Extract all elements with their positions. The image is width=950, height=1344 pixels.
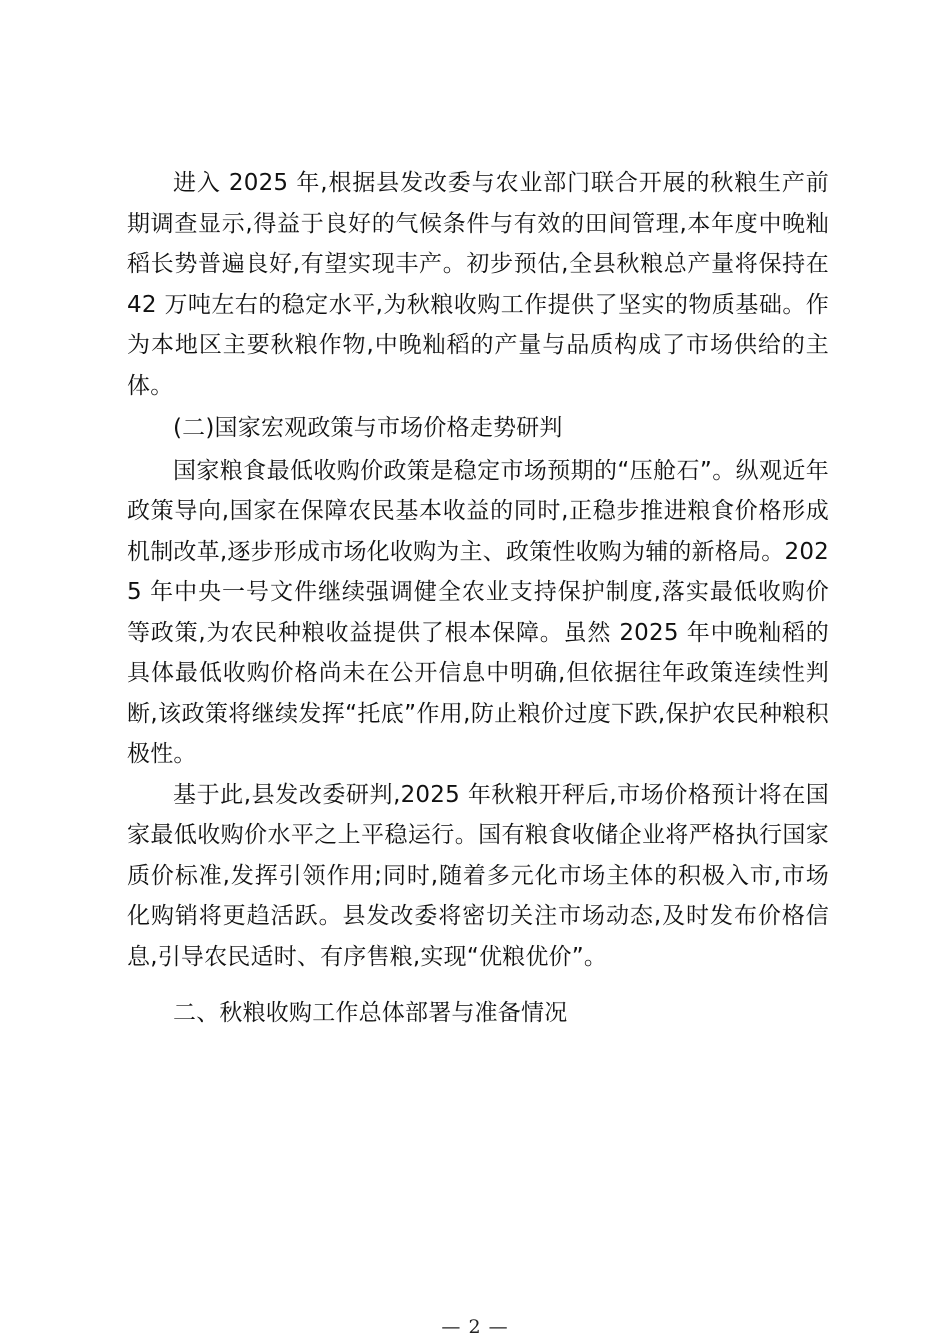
section-heading-deployment: 二、秋粮收购工作总体部署与准备情况 xyxy=(173,1000,568,1026)
paragraph-harvest-forecast: 进入 2025 年,根据县发改委与农业部门联合开展的秋粮生产前期调查显示,得益于良好的气候条件与有效的田间管理,本年度中晚籼稻长势普遍良好,有望实现丰产。初步预估,全县秋粮总产量将保持在 42 万吨左右的稳定水平,为秋粮收购工作提供了坚实的物质基础。作为本地区主要秋粮作物,中晚籼稻的产量与品质构成了市场供给的主体。 xyxy=(127,170,829,399)
subheading-policy-price-outlook: (二)国家宏观政策与市场价格走势研判 xyxy=(173,415,563,441)
paragraph-market-judgement: 基于此,县发改委研判,2025 年秋粮开秤后,市场价格预计将在国家最低收购价水平之上平稳运行。国有粮食收储企业将严格执行国家质价标准,发挥引领作用;同时,随着多元化市场主体的积极入市,市场化购销将更趋活跃。县发改委将密切关注市场动态,及时发布价格信息,引导农民适时、有序售粮,实现“优粮优价”。 xyxy=(127,781,829,970)
document-body xyxy=(127,163,829,1034)
page-number: — 2 — xyxy=(441,1316,509,1338)
paragraph-minimum-price-policy: 国家粮食最低收购价政策是稳定市场预期的“压舱石”。纵观近年政策导向,国家在保障农民基本收益的同时,正稳步推进粮食价格形成机制改革,逐步形成市场化收购为主、政策性收购为辅的新格局。2025 年中央一号文件继续强调健全农业支持保护制度,落实最低收购价等政策,为农民种粮收益提供了根本保障。虽然 2025 年中晚籼稻的具体最低收购价格尚未在公开信息中明确,但依据往年政策连续性判断,该政策将继续发挥“托底”作用,防止粮价过度下跌,保护农民种粮积极性。 xyxy=(127,457,829,767)
